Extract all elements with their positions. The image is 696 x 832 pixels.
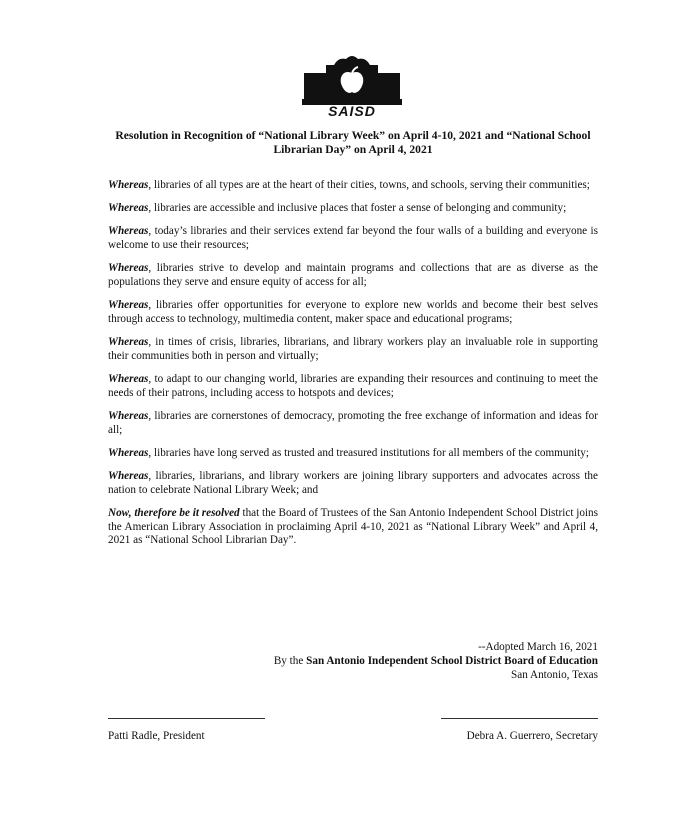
adoption-location: San Antonio, Texas (511, 668, 598, 681)
resolution-paragraph: Whereas, in times of crisis, libraries, librarians, and library workers play an invaluable role in supporting their communities both in person and virtually; (108, 336, 598, 362)
building-logo-icon (300, 53, 404, 105)
signatory-president: Patti Radle, President (108, 730, 205, 742)
resolution-paragraph: Whereas, libraries have long served as trusted and treasured institutions for all members of the community; (108, 446, 589, 459)
signature-line-right (441, 718, 598, 719)
signatory-secretary: Debra A. Guerrero, Secretary (466, 730, 598, 742)
resolution-title: Resolution in Recognition of “National Library Week” on April 4-10, 2021 and “National School Librarian Day” on April 4, 2021 (115, 129, 591, 156)
resolution-paragraph: Whereas, libraries offer opportunities for everyone to explore new worlds and become their best selves through access to technology, multimedia content, maker space and educational programs; (108, 299, 598, 325)
resolution-paragraph: Whereas, libraries are cornerstones of democracy, promoting the free exchange of information and ideas for all; (108, 409, 598, 436)
resolution-paragraph: Whereas, libraries of all types are at the heart of their cities, towns, and schools, serving their communities; (108, 179, 590, 191)
adoption-board-line: By the San Antonio Independent School District Board of Education (273, 654, 598, 667)
signature-line-left (108, 718, 265, 719)
adoption-block (108, 641, 598, 682)
resolution-paragraph: Whereas, libraries are accessible and inclusive places that foster a sense of belonging and community; (108, 202, 567, 215)
resolution-paragraph: Whereas, to adapt to our changing world, libraries are expanding their resources and continuing to meet the needs of their patrons, including access to hotspots and devices; (108, 373, 598, 399)
adoption-date: --Adopted March 16, 2021 (478, 641, 598, 653)
resolution-paragraph: Whereas, today’s libraries and their services extend far beyond the four walls of a building and everyone is welcome to use their resources; (108, 225, 598, 252)
resolution-paragraph: Whereas, libraries strive to develop and maintain programs and collections that are as diverse as the populations they serve and ensure equity of access for all; (108, 262, 598, 289)
logo-text: SAISD (328, 103, 376, 119)
saisd-logo (300, 53, 404, 119)
resolution-paragraph: Now, therefore be it resolved that the Board of Trustees of the San Antonio Independent School District joins the American Library Association in proclaiming April 4-10, 2021 as “National Library Week” and April 4, 2021 as “National School Librarian Day”. (108, 506, 598, 547)
resolution-body (108, 179, 598, 558)
resolution-paragraph: Whereas, libraries, librarians, and library workers are joining library supporters and advocates across the nation to celebrate National Library Week; and (108, 470, 598, 496)
